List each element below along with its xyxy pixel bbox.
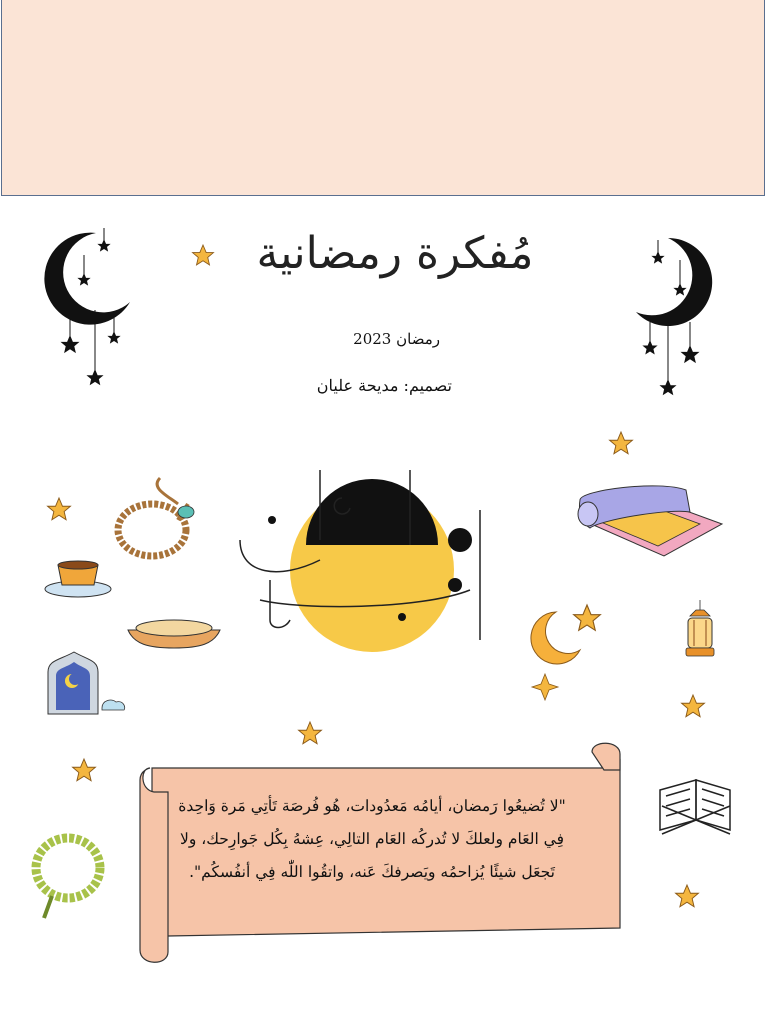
star-icon [676, 885, 699, 907]
quote-text [176, 790, 568, 889]
month-label: رمضان 2023 [353, 330, 440, 348]
hanging-star-icon [86, 369, 103, 385]
ramadan-mubarak-logo [240, 470, 480, 652]
hanging-star-icon [97, 239, 110, 252]
quran-icon [660, 780, 730, 834]
hanging-star-icon [107, 331, 120, 344]
mosque-window-icon [48, 652, 125, 714]
hanging-star-icon [659, 379, 676, 395]
star-icon [682, 695, 705, 717]
hanging-star-icon [61, 335, 80, 353]
star-icon [193, 245, 214, 265]
star-icon [574, 605, 601, 630]
prayer-beads-icon [118, 478, 194, 556]
star-icon [299, 722, 322, 744]
star-icon [73, 759, 96, 781]
bread-plate-icon [128, 620, 220, 648]
hanging-star-icon [77, 273, 90, 286]
quote-line: "لا تُضيعُوا رَمضان، أيامُه مَعدُودات، هُو فُرصَة تَأتِي مَرة وَاحِدة [178, 797, 566, 815]
prayer-rug-icon [578, 486, 722, 556]
designer-label: تصميم: مديحة عليان [316, 376, 452, 395]
crescent-moon-icon [636, 238, 712, 388]
prayer-beads-icon [36, 838, 100, 918]
quote-line: فِي العَام ولعلكَ لا تُدركُه العَام التالِي، عِشهُ بِكُل جَوارِحك، ولا [179, 830, 565, 848]
crescent-moon-icon [44, 228, 130, 378]
star-icon [48, 498, 71, 520]
sparkle-icon [532, 674, 558, 700]
page-title: مُفكرة رمضانية [256, 228, 534, 279]
hanging-star-icon [673, 283, 686, 296]
star-icon [610, 432, 633, 454]
hanging-star-icon [642, 340, 657, 354]
hanging-star-icon [651, 251, 664, 264]
tea-cup-icon [45, 561, 111, 597]
lantern-icon [686, 600, 714, 656]
quote-line: تَجعَل شيئًا يُزاحمُه ويَصرفكَ عَنه، واتقُوا اللّٰه فِي أنفُسكُم". [189, 863, 555, 881]
crescent-moon-icon [531, 612, 580, 664]
hanging-star-icon [681, 345, 700, 363]
